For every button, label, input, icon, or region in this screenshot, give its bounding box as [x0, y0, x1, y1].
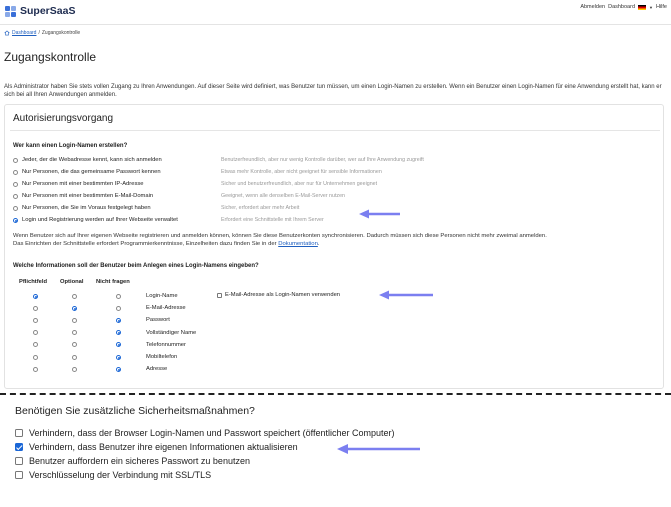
page-title: Zugangskontrolle	[4, 50, 97, 64]
security-option-checkbox[interactable]	[15, 471, 23, 479]
security-option[interactable]	[15, 455, 250, 467]
sync-paragraph-line-2: Das Einrichten der Schnittstelle erfordert Programmierkenntnisse, Einzelheiten dazu finden Sie in der	[13, 241, 279, 247]
use-email-checkbox[interactable]	[217, 293, 222, 298]
field-option-radio[interactable]	[33, 318, 38, 323]
supersaas-logo-icon	[5, 6, 16, 17]
field-option-radio[interactable]	[33, 367, 38, 372]
auth-option-hint: Erfordert eine Schnittstelle mit Ihrem Server	[221, 217, 324, 223]
field-option-radio[interactable]	[72, 306, 77, 311]
field-label: Passwort	[146, 317, 170, 324]
auth-option-hint: Benutzerfreundlich, aber nur wenig Kontrolle darüber, wer auf Ihre Anwendung zugreift	[221, 157, 424, 163]
top-navigation	[580, 4, 667, 10]
crop-divider	[0, 393, 671, 395]
field-option-radio[interactable]	[33, 355, 38, 360]
home-icon[interactable]	[4, 30, 10, 36]
field-option-radio[interactable]	[116, 318, 121, 323]
field-option-radio[interactable]	[33, 306, 38, 311]
column-header-optional: Optional	[60, 279, 84, 285]
security-option-label: Verhindern, dass der Browser Login-Namen und Passwort speichert (öffentlicher Computer)	[29, 428, 395, 438]
fields-question: Welche Informationen soll der Benutzer beim Anlegen eines Login-Namens eingeben?	[13, 263, 259, 269]
flag-de-icon[interactable]	[638, 5, 646, 10]
logout-link[interactable]: Abmelden	[580, 4, 606, 10]
breadcrumb	[4, 30, 80, 36]
documentation-link[interactable]: Dokumentation	[278, 241, 318, 247]
annotation-arrow-icon	[379, 290, 434, 300]
field-option-radio[interactable]	[116, 306, 121, 311]
auth-option-radio[interactable]	[13, 182, 18, 187]
auth-option[interactable]	[13, 204, 151, 212]
annotation-arrow-icon	[359, 209, 401, 219]
field-option-radio[interactable]	[116, 355, 121, 360]
sync-paragraph-end: .	[317, 241, 320, 247]
auth-option[interactable]	[13, 156, 162, 164]
security-option[interactable]	[15, 441, 298, 453]
security-title: Benötigen Sie zusätzliche Sicherheitsmaßnahmen?	[15, 405, 255, 417]
auth-option-label: Nur Personen mit einer bestimmten E-Mail-Domain	[22, 193, 154, 199]
auth-option-radio[interactable]	[13, 194, 18, 199]
security-option[interactable]	[15, 427, 395, 439]
auth-option-hint: Sicher, erfordert aber mehr Arbeit	[221, 205, 300, 211]
card-divider	[10, 130, 660, 131]
brand-name: SuperSaaS	[20, 5, 76, 17]
intro-text: Als Administrator haben Sie stets vollen Zugang zu Ihren Anwendungen. Auf dieser Seite wird definiert, was Benutzer tun müssen, um einen Login-Namen zu erstellen. Wenn ein Benutzer einen Login-Namen für eine Anwendung erstellt hat, kann er sich bei all Ihren Anwendungen anmelden.	[4, 84, 662, 98]
breadcrumb-dashboard-link[interactable]: Dashboard	[12, 30, 37, 36]
auth-option-radio[interactable]	[13, 206, 18, 211]
field-option-radio[interactable]	[72, 294, 77, 299]
field-option-radio[interactable]	[116, 294, 121, 299]
auth-option-radio[interactable]	[13, 170, 18, 175]
field-label: Telefonnummer	[146, 341, 186, 348]
field-option-radio[interactable]	[33, 294, 38, 299]
auth-option[interactable]	[13, 180, 143, 188]
field-label: Adresse	[146, 366, 168, 373]
field-label: Mobiltelefon	[146, 354, 178, 360]
auth-option-label: Login und Registrierung werden auf Ihrer Webseite verwaltet	[22, 217, 178, 223]
field-option-radio[interactable]	[116, 367, 121, 372]
field-label: E-Mail-Adresse	[146, 305, 186, 312]
field-option-radio[interactable]	[72, 367, 77, 372]
breadcrumb-current: Zugangskontrolle	[41, 30, 81, 36]
auth-option-hint: Geeignet, wenn alle denselben E-Mail-Server nutzen	[221, 193, 345, 199]
chevron-down-icon[interactable]: ▼	[649, 4, 653, 10]
breadcrumb-separator: /	[38, 30, 40, 36]
column-header-required: Pflichtfeld	[19, 279, 48, 285]
security-option[interactable]	[15, 469, 211, 481]
annotation-arrow-icon	[337, 443, 421, 455]
auth-option[interactable]	[13, 168, 161, 176]
header-divider	[0, 24, 671, 25]
auth-option[interactable]	[13, 216, 178, 224]
auth-option-hint: Etwas mehr Kontrolle, aber nicht geeignet für sensible Informationen	[221, 169, 382, 175]
security-option-checkbox[interactable]	[15, 457, 23, 465]
field-option-radio[interactable]	[72, 355, 77, 360]
help-link[interactable]: Hilfe	[655, 4, 667, 10]
sync-paragraph	[13, 232, 658, 248]
auth-option-label: Nur Personen mit einer bestimmten IP-Adresse	[22, 181, 144, 187]
security-option-checkbox[interactable]	[15, 429, 23, 437]
auth-option[interactable]	[13, 192, 153, 200]
field-label: Vollständiger Name	[146, 329, 197, 336]
use-email-label: E-Mail-Adresse als Login-Namen verwenden	[225, 292, 341, 298]
auth-option-label: Jeder, der die Webadresse kennt, kann sich anmelden	[22, 157, 162, 163]
who-can-create-question: Wer kann einen Login-Namen erstellen?	[13, 143, 128, 149]
dashboard-link[interactable]: Dashboard	[608, 4, 636, 10]
auth-option-label: Nur Personen, die das gemeinsame Passwort kennen	[22, 169, 161, 175]
field-label: Login-Name	[146, 293, 178, 299]
brand-logo[interactable]	[5, 5, 75, 17]
auth-option-label: Nur Personen, die Sie im Voraus festgelegt haben	[22, 205, 151, 211]
auth-option-hint: Sicher und benutzerfreundlich, aber nur für Unternehmen geeignet	[221, 181, 378, 187]
sync-paragraph-line-1: Wenn Benutzer sich auf Ihrer eigenen Webseite registrieren und anmelden können, können Sie diese Benutzerkonten synchronisieren. Dadurch müssen sich diese Personen nicht mehr zweimal anmelden.	[13, 233, 547, 239]
security-option-checkbox[interactable]	[15, 443, 23, 451]
use-email-as-login-option[interactable]	[217, 292, 340, 298]
security-option-label: Benutzer auffordern ein sicheres Passwort zu benutzen	[29, 456, 250, 466]
security-option-label: Verhindern, dass Benutzer ihre eigenen Informationen aktualisieren	[29, 442, 298, 452]
security-option-label: Verschlüsselung der Verbindung mit SSL/TLS	[29, 470, 212, 480]
column-header-never: Nicht fragen	[96, 279, 130, 285]
field-option-radio[interactable]	[72, 318, 77, 323]
auth-card-title: Autorisierungsvorgang	[13, 113, 114, 124]
auth-option-radio[interactable]	[13, 218, 18, 223]
auth-option-radio[interactable]	[13, 158, 18, 163]
